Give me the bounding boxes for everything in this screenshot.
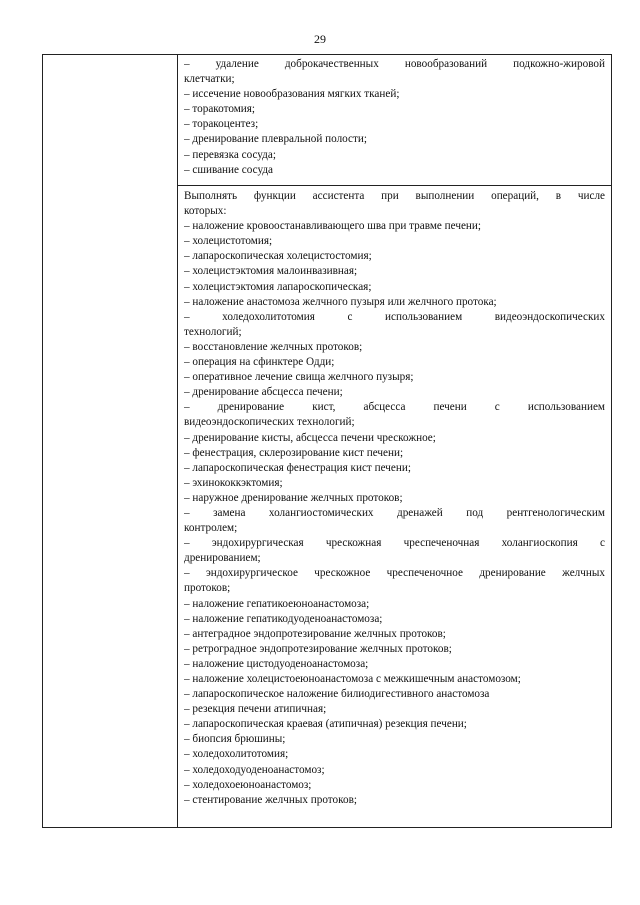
text-line: – резекция печени атипичная; [184, 703, 327, 716]
table-cell-row-1 [178, 55, 611, 186]
text-line: – наложение цистодуоденоанастомоза; [184, 657, 369, 670]
text-line: – операция на сфинктере Одди; [184, 356, 335, 369]
text-line: – наложение гепатикоеюноанастомоза; [184, 597, 370, 610]
text-line: – эндохирургическое чрескожное чреспеченочное дренирование желчных [184, 567, 605, 580]
text-line: – удаление доброкачественных новообразований подкожно-жировой [184, 58, 605, 70]
text-line: – наложение гепатикодуоденоанастомоза; [184, 612, 383, 625]
text-line: – замена холангиостомических дренажей под рентгенологическим [184, 506, 605, 519]
text-line: – иссечение новообразования мягких тканей; [184, 88, 400, 101]
text-line: – дренирование абсцесса печени; [184, 386, 343, 399]
text-line: – торакоцентез; [184, 118, 259, 131]
text-line: – холедоходуоденоанастомоз; [184, 763, 325, 776]
text-line: контролем; [184, 522, 238, 535]
text-line: – оперативное лечение свища желчного пузыря; [184, 371, 414, 384]
text-line: – холедохолитотомия; [184, 748, 289, 761]
text-line: – биопсия брюшины; [184, 733, 286, 746]
page-number: 29 [314, 32, 326, 46]
text-line: – лапароскопическая фенестрация кист печени; [184, 461, 411, 474]
text-line: технологий; [184, 325, 242, 338]
table-right-column [178, 55, 611, 827]
text-line: видеоэндоскопических технологий; [184, 416, 355, 429]
text-line: – лапароскопическая холецистостомия; [184, 250, 372, 263]
text-line: – наложение холецистоеюноанастомоза с межкишечным анастомозом; [184, 673, 521, 685]
text-line: – лапароскопическое наложение билиодигестивного анастомоза [184, 688, 490, 701]
text-line: которых: [184, 205, 227, 218]
text-line: – наружное дренирование желчных протоков; [184, 491, 403, 504]
text-line: дренированием; [184, 552, 261, 565]
text-line: – фенестрация, склерозирование кист печени; [184, 446, 404, 459]
text-line: протоков; [184, 582, 231, 595]
text-line: – холецистэктомия лапароскопическая; [184, 280, 372, 293]
text-line: – торакотомия; [184, 103, 256, 116]
text-line: клетчатки; [184, 73, 235, 86]
text-line: – холецистотомия; [184, 235, 273, 248]
text-line: – дренирование плевральной полости; [184, 133, 368, 146]
text-line: – наложение кровоостанавливающего шва при травме печени; [184, 220, 482, 233]
text-line: – эндохирургическая чрескожная чреспеченочная холангиоскопия с [184, 537, 605, 550]
text-line: – стентирование желчных протоков; [184, 793, 357, 806]
text-line: – дренирование кист, абсцесса печени с использованием [184, 401, 605, 414]
text-line: – дренирование кисты, абсцесса печени чрескожное; [184, 431, 436, 444]
document-table [42, 54, 612, 828]
text-line: – холедохоеюноанастомоз; [184, 778, 312, 791]
text-line: – перевязка сосуда; [184, 148, 276, 161]
text-line: – сшивание сосуда [184, 163, 273, 176]
table-left-column [43, 55, 178, 827]
text-line: – эхинококкэктомия; [184, 476, 283, 489]
text-line: – антеградное эндопротезирование желчных протоков; [184, 627, 446, 640]
text-line: – наложение анастомоза желчного пузыря или желчного протока; [184, 295, 497, 308]
table-cell-row-2 [178, 186, 611, 827]
text-line: – холедохолитотомия с использованием видеоэндоскопических [184, 310, 605, 323]
text-line: – лапароскопическая краевая (атипичная) резекция печени; [184, 718, 467, 731]
text-line: Выполнять функции ассистента при выполнении операций, в числе [184, 190, 605, 202]
text-line: – восстановление желчных протоков; [184, 340, 363, 353]
text-line: – холецистэктомия малоинвазивная; [184, 265, 358, 278]
text-line: – ретроградное эндопротезирование желчных протоков; [184, 642, 452, 655]
